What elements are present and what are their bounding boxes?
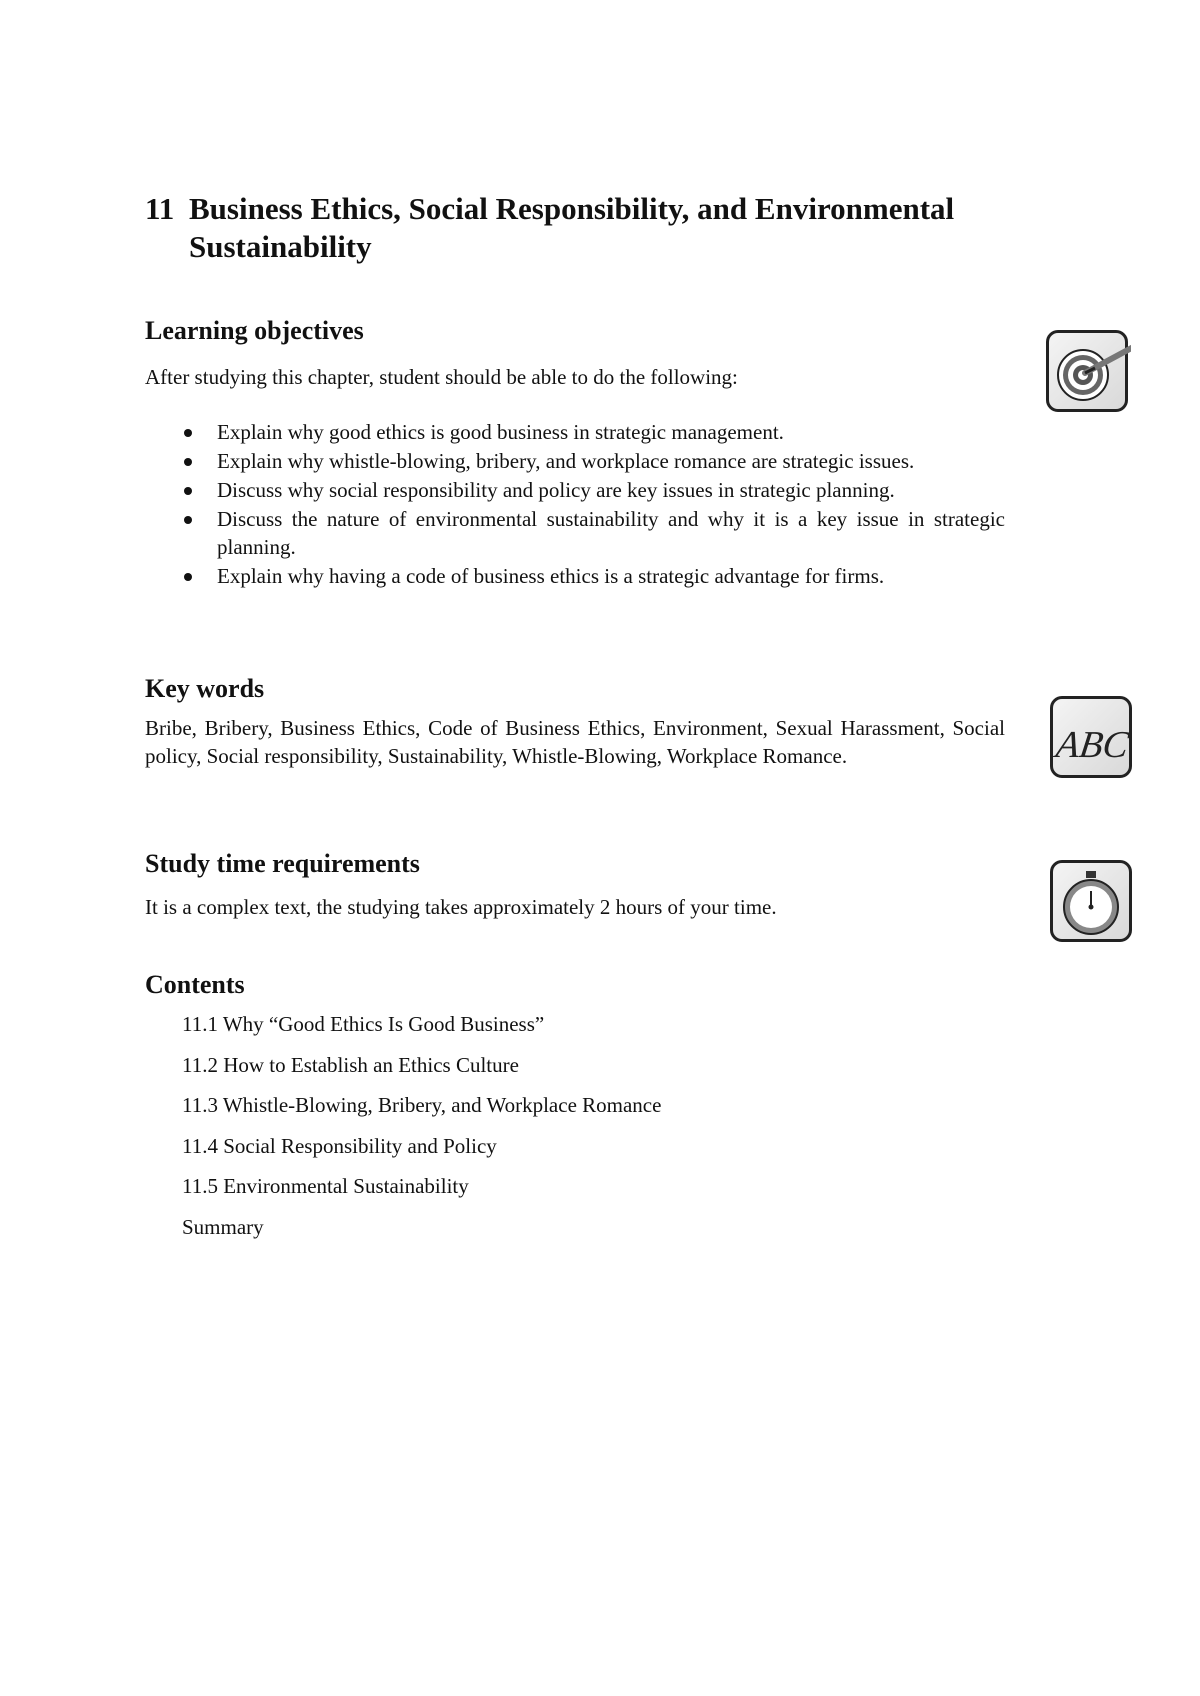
abc-icon-text: ABC (1053, 724, 1132, 766)
contents-item[interactable]: 11.3 Whistle-Blowing, Bribery, and Workplace Romance (182, 1093, 662, 1117)
target-icon (1046, 330, 1128, 412)
key-words-text: Bribe, Bribery, Business Ethics, Code of Business Ethics, Environment, Sexual Harassment, Social policy, Social responsibility, Sustainability, Whistle-Blowing, Workplace Romance. (145, 716, 1005, 768)
abc-icon (1050, 696, 1132, 778)
contents-item[interactable]: 11.2 How to Establish an Ethics Culture (182, 1052, 519, 1077)
contents-list (182, 1010, 661, 1253)
list-item (145, 418, 1005, 446)
study-time-text: It is a complex text, the studying takes approximately 2 hours of your time. (145, 895, 777, 919)
contents-item[interactable]: 11.1 Why “Good Ethics Is Good Business” (182, 1012, 545, 1036)
list-item (145, 447, 1005, 475)
bullet-icon (184, 458, 192, 466)
learning-objectives-list (145, 418, 1005, 591)
chapter-title-text: Business Ethics, Social Responsibility, and Environmental Sustainability (189, 191, 955, 264)
learning-objectives-intro: After studying this chapter, student should be able to do the following: (145, 365, 738, 389)
bullet-icon (184, 429, 192, 437)
list-item (145, 562, 1005, 590)
chapter-number: 11 (145, 191, 175, 226)
stopwatch-icon (1050, 860, 1132, 942)
list-item-text: Discuss why social responsibility and policy are key issues in strategic planning. (217, 478, 895, 502)
bullet-icon (184, 516, 192, 524)
contents-item[interactable]: Summary (182, 1214, 264, 1239)
learning-objectives-heading: Learning objectives (145, 316, 364, 345)
bullet-icon (184, 487, 192, 495)
chapter-title (145, 190, 1025, 266)
contents-heading: Contents (145, 970, 245, 999)
list-item-text: Explain why whistle-blowing, bribery, and workplace romance are strategic issues. (217, 449, 915, 473)
list-item-text: Explain why having a code of business ethics is a strategic advantage for firms. (217, 564, 885, 588)
bullet-icon (184, 573, 192, 581)
key-words-heading: Key words (145, 674, 265, 703)
contents-item[interactable]: 11.5 Environmental Sustainability (182, 1174, 469, 1198)
contents-item[interactable]: 11.4 Social Responsibility and Policy (182, 1133, 497, 1158)
list-item-text: Discuss the nature of environmental sustainability and why it is a key issue in strategic planning. (217, 507, 1005, 559)
list-item (145, 505, 1005, 561)
study-time-heading: Study time requirements (145, 849, 420, 878)
list-item-text: Explain why good ethics is good business in strategic management. (217, 420, 784, 444)
list-item (145, 476, 1005, 504)
